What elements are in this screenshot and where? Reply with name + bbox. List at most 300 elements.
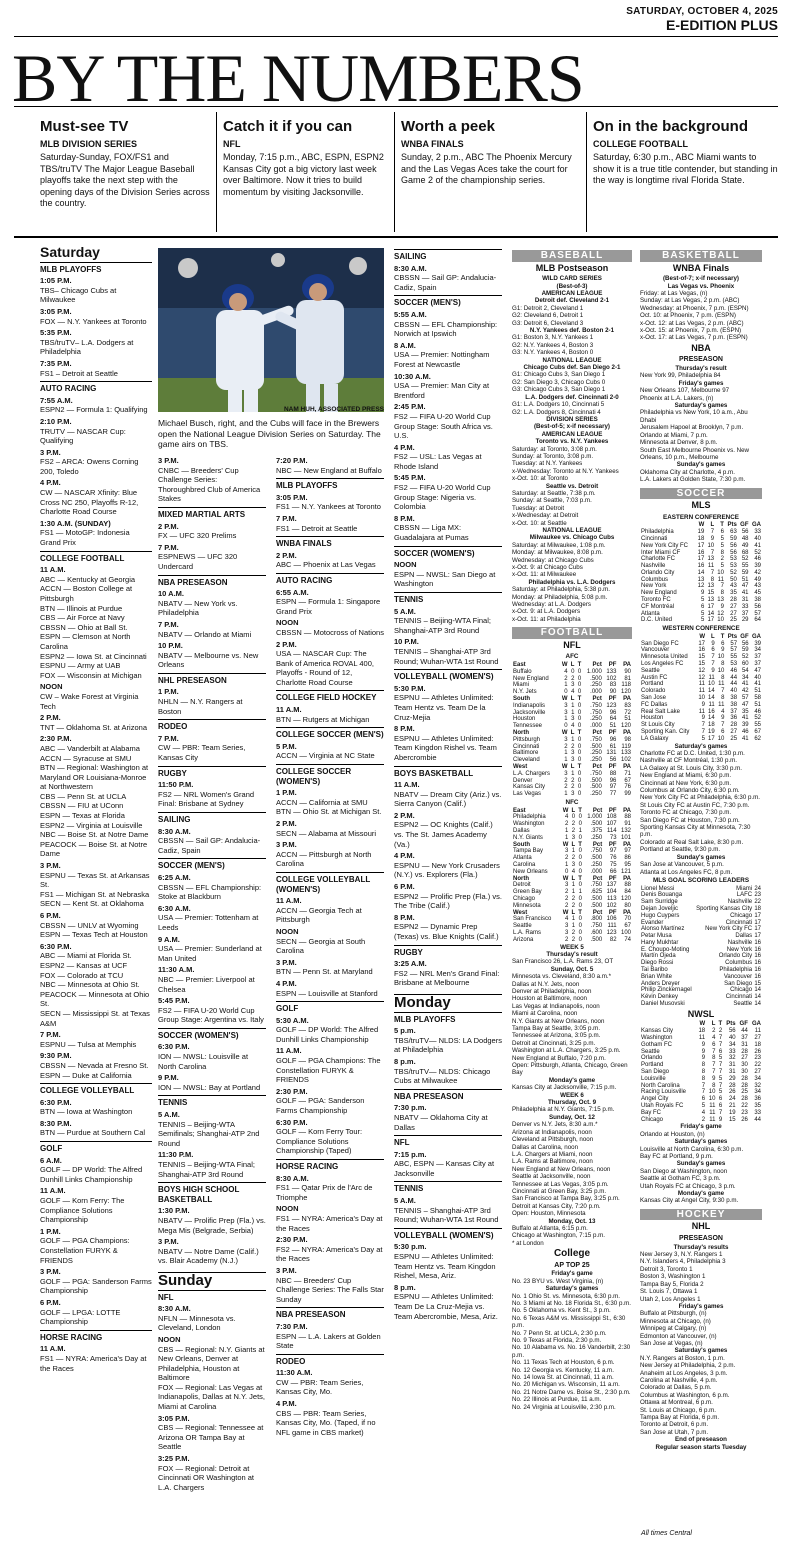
result-line: Oklahoma City at Charlotte, 4 p.m. bbox=[640, 468, 735, 476]
table-cell: 56 bbox=[730, 542, 737, 549]
wnba-title: WNBA Finals bbox=[672, 262, 730, 273]
table-cell: San Diego bbox=[724, 980, 753, 987]
table-cell: .375 bbox=[590, 827, 603, 834]
table-cell: 2 bbox=[571, 777, 575, 784]
table-cell: .250 bbox=[590, 757, 602, 764]
table-cell: 0 bbox=[577, 675, 582, 682]
table-cell: 9 bbox=[721, 647, 725, 654]
table-row bbox=[640, 556, 762, 563]
section-heading: TENNIS bbox=[158, 1095, 266, 1108]
listing: GOLF — Korn Ferry Tour: Compliance Solutions Championship (Taped) bbox=[276, 1127, 363, 1156]
table-cell: 1.000 bbox=[586, 668, 602, 675]
listing-time: 1:05 P.M. bbox=[40, 276, 72, 286]
college-title: College bbox=[553, 1248, 591, 1260]
result-line: Minnesota at Denver, 8 p.m. bbox=[640, 439, 718, 447]
table-cell: 7 bbox=[718, 1041, 723, 1048]
table-cell: 4 bbox=[571, 723, 575, 730]
table-cell: Racing Louisville bbox=[641, 1089, 687, 1096]
result-line: Minnesota vs. Cleveland, 8:30 a.m.* bbox=[512, 973, 612, 981]
table-cell: 41 bbox=[754, 681, 761, 688]
table-cell: 33 bbox=[754, 1109, 761, 1116]
listing: ABC — Kentucky at Georgia bbox=[40, 574, 136, 584]
subheading: Thursday, Oct. 9 bbox=[547, 1099, 597, 1107]
listing-time: 3:05 P.M. bbox=[40, 306, 72, 316]
table-cell: Evander bbox=[641, 919, 664, 926]
column-header: T bbox=[577, 764, 582, 771]
result-line: Philadelphia vs New York, 10 a.m., Abu Dhabi bbox=[640, 409, 748, 424]
listing: ACCN — Boston College at Pittsburgh bbox=[40, 584, 133, 603]
listing: CBS — PBR: Team Series, Kansas City, Mo. (Taped, if no NFL game in CBS market) bbox=[276, 1408, 376, 1437]
subheading: Toronto vs. N.Y. Yankees bbox=[535, 438, 609, 446]
table-row bbox=[512, 710, 632, 717]
column-header: L bbox=[570, 662, 575, 669]
table-cell: Philadelphia bbox=[719, 967, 753, 974]
table-cell: 3 bbox=[565, 848, 569, 855]
table-cell: 114 bbox=[607, 827, 617, 834]
table-cell: Atlanta bbox=[513, 855, 532, 862]
table-cell: 0 bbox=[578, 861, 582, 868]
listing: PEACOCK — Minnesota at Ohio St. bbox=[40, 989, 150, 1009]
table-cell: .500 bbox=[590, 675, 602, 682]
table-cell: 55 bbox=[730, 654, 738, 661]
subheading: (Best-of-3) bbox=[556, 282, 588, 290]
table-cell: New England bbox=[513, 675, 549, 682]
times-note: All times Central bbox=[641, 1530, 692, 1537]
table-cell: 2 bbox=[565, 895, 569, 902]
column-header: Pct bbox=[592, 807, 603, 814]
result-line: New York City FC at Philadelphia, 6:30 p.m. bbox=[640, 794, 761, 802]
division-label: East bbox=[513, 662, 526, 669]
table-row bbox=[640, 695, 762, 702]
listing: FOX — Wisconsin at Michigan bbox=[40, 670, 142, 680]
table-cell: 2 bbox=[701, 1116, 706, 1123]
section-heading: WNBA FINALS bbox=[276, 536, 384, 549]
table-cell: New York City FC bbox=[705, 926, 753, 933]
mls-east-standings bbox=[640, 522, 762, 624]
table-row bbox=[512, 703, 632, 710]
teaser-label: COLLEGE FOOTBALL bbox=[593, 139, 688, 149]
table-cell: 18 bbox=[754, 1041, 761, 1048]
table-cell: 11 bbox=[698, 1035, 706, 1042]
table-cell: 4 bbox=[571, 689, 575, 696]
table-row bbox=[512, 862, 632, 869]
table-row bbox=[640, 1110, 762, 1117]
listing: ESPNU — Army at UAB bbox=[40, 661, 121, 671]
table-cell: San Jose bbox=[641, 695, 667, 702]
table-cell: 40 bbox=[728, 1035, 736, 1042]
table-cell: 98 bbox=[624, 736, 631, 743]
teaser-catch bbox=[216, 112, 385, 232]
result-line: San Diego at Washington, noon bbox=[640, 1167, 728, 1175]
table-cell: 16 bbox=[708, 708, 715, 715]
listing: CBSSN — Nevada at Fresno St. bbox=[40, 1060, 149, 1070]
listing: ESPN2 — Dynamic Prep (Texas) vs. Blue Knights (Calif.) bbox=[394, 922, 499, 941]
day-heading: Sunday bbox=[158, 1272, 266, 1286]
table-cell: Nashville bbox=[727, 939, 753, 946]
table-row bbox=[640, 641, 762, 648]
table-cell: Miami bbox=[513, 682, 529, 689]
section-heading: SOCCER (MEN'S) bbox=[394, 295, 502, 308]
table-cell: LAFC bbox=[736, 892, 753, 899]
table-cell: 76 bbox=[609, 855, 617, 862]
result-line: * at London bbox=[512, 1239, 544, 1247]
result-line: N.Y. Rangers at Boston, 1 p.m. bbox=[640, 1354, 725, 1362]
listing: CBS — Regional: N.Y. Giants at New Orleans, Denver at Philadelphia, Houston at Baltimore bbox=[158, 1344, 265, 1383]
table-cell: 34 bbox=[754, 647, 761, 654]
table-cell: 10 bbox=[698, 695, 705, 702]
table-cell: 6 bbox=[700, 603, 705, 610]
section-heading: NFL bbox=[158, 1290, 266, 1303]
listing: ESPNU — Athletes Unlimited: Team Hentz vs. Team De la Cruz-Mejia bbox=[394, 693, 494, 722]
table-cell: 28 bbox=[728, 1082, 736, 1089]
table-cell: 73 bbox=[609, 834, 617, 841]
table-cell: 2 bbox=[571, 784, 575, 791]
table-cell: 56 bbox=[741, 640, 749, 647]
table-cell: Houston bbox=[641, 715, 664, 722]
table-cell: 6 bbox=[711, 647, 715, 654]
table-cell: 36 bbox=[730, 715, 738, 722]
table-cell: 34 bbox=[754, 1075, 761, 1082]
table-cell: 51 bbox=[624, 716, 631, 723]
table-cell: 17 bbox=[697, 556, 705, 563]
table-cell: Arizona bbox=[513, 936, 534, 943]
table-cell: 6 bbox=[721, 640, 725, 647]
subheading: Thursday's results bbox=[673, 1243, 729, 1251]
table-cell: .250 bbox=[590, 791, 602, 798]
result-line: San Francisco at Tampa Bay, 3:25 p.m. bbox=[512, 1195, 620, 1203]
section-heading: GOLF bbox=[276, 1001, 384, 1014]
table-cell: 97 bbox=[609, 784, 617, 791]
table-cell: 41 bbox=[741, 715, 749, 722]
table-cell: 27 bbox=[741, 1055, 748, 1062]
column-header: Pct bbox=[592, 841, 603, 848]
table-cell: Chicago bbox=[730, 912, 753, 919]
table-cell: 11 bbox=[718, 681, 725, 688]
result-line: St. Louis at Chicago, 6 p.m. bbox=[640, 1406, 717, 1414]
column-header: T bbox=[718, 1021, 723, 1028]
table-cell: .500 bbox=[590, 777, 602, 784]
table-cell: .500 bbox=[590, 821, 603, 828]
listing: FS2 — FIFA U-20 World Cup Group Stage: Nigeria vs. Colombia bbox=[394, 483, 491, 512]
football-banner: FOOTBALL bbox=[512, 627, 632, 639]
table-cell: 64 bbox=[754, 617, 761, 624]
table-row bbox=[512, 916, 632, 923]
table-cell: Kansas City bbox=[513, 784, 546, 791]
table-cell: .750 bbox=[590, 736, 602, 743]
table-cell: 8 bbox=[701, 1075, 706, 1082]
table-cell: Philadelphia bbox=[641, 529, 674, 536]
table-cell: 15 bbox=[728, 1116, 736, 1123]
column-header: L bbox=[711, 1021, 716, 1028]
listing-time: 3 P.M. bbox=[40, 861, 61, 871]
table-cell: 14 bbox=[697, 569, 705, 576]
listing: NBC — Premier: Liverpool at Chelsea bbox=[158, 974, 255, 994]
table-cell: 52 bbox=[754, 549, 761, 556]
listing: ESPN2 — Formula 1: Qualifying bbox=[40, 405, 148, 415]
column-header: PA bbox=[623, 696, 631, 703]
listing-time: NOON bbox=[276, 926, 299, 936]
teaser-background bbox=[586, 112, 779, 232]
column-header: Pct bbox=[592, 875, 603, 882]
table-cell: 14 bbox=[708, 715, 715, 722]
table-cell: 0 bbox=[577, 777, 582, 784]
result-line: L.A. Lakers at Golden State, 7:30 p.m. bbox=[640, 476, 746, 484]
table-cell: Carolina bbox=[513, 861, 536, 868]
table-cell: 13 bbox=[707, 597, 715, 604]
cubs-photo bbox=[158, 248, 384, 412]
column-header: PF bbox=[608, 841, 617, 848]
result-line: No. 1 Ohio St. vs. Minnesota, 6:30 p.m. bbox=[512, 1292, 620, 1300]
table-cell: 13 bbox=[707, 556, 715, 563]
table-cell: 29 bbox=[728, 1075, 736, 1082]
table-cell: 3 bbox=[571, 757, 575, 764]
table-cell: 23 bbox=[754, 892, 761, 899]
table-row bbox=[512, 689, 632, 696]
table-cell: Sporting Kansas City bbox=[696, 905, 753, 912]
table-cell: Bay FC bbox=[641, 1109, 662, 1116]
table-cell: 0 bbox=[577, 784, 582, 791]
nba-subtitle: PRESEASON bbox=[679, 356, 723, 364]
table-cell: St Louis City bbox=[641, 722, 675, 729]
subheading: Thursday's result bbox=[675, 365, 727, 373]
section-heading: COLLEGE VOLLEYBALL (WOMEN'S) bbox=[276, 872, 384, 894]
subheading: Saturday's games bbox=[674, 1347, 728, 1355]
teaser-must-see bbox=[40, 112, 210, 232]
table-cell: 0 bbox=[578, 882, 582, 889]
listing-time: NOON bbox=[394, 560, 417, 570]
table-cell: 2 bbox=[571, 895, 576, 902]
column-header: W bbox=[698, 522, 705, 529]
table-cell: 66 bbox=[609, 868, 617, 875]
listing: TBS/truTV— NLDS: LA Dodgers at Philadelphia bbox=[394, 1035, 502, 1055]
table-cell: 102 bbox=[620, 757, 631, 764]
table-cell: 49 bbox=[754, 576, 761, 583]
table-row bbox=[512, 828, 632, 835]
table-cell: Nashville bbox=[641, 563, 666, 570]
table-cell: 16 bbox=[697, 549, 705, 556]
table-cell: Colorado bbox=[641, 688, 666, 695]
table-cell: 0 bbox=[571, 814, 576, 821]
table-cell: 1 bbox=[571, 882, 576, 889]
table-cell: 25 bbox=[741, 1089, 748, 1096]
column-header: GF bbox=[740, 522, 749, 529]
listing: CBS — Air Force at Navy bbox=[40, 613, 125, 623]
table-cell: 0 bbox=[578, 923, 582, 930]
table-cell: 15 bbox=[698, 661, 705, 668]
table-cell: 53 bbox=[730, 556, 737, 563]
table-cell: 9 bbox=[712, 1075, 716, 1082]
table-cell: .250 bbox=[590, 682, 602, 689]
result-line: Cleveland at Pittsburgh, noon bbox=[512, 1136, 594, 1144]
photo-caption: Michael Busch, right, and the Cubs will face in the Brewers open the National League Division Series on Saturday. The game airs on TBS. bbox=[158, 418, 381, 449]
table-cell: Brian White bbox=[641, 973, 673, 980]
listing-time: 3 P.M. bbox=[276, 957, 297, 967]
table-cell: 111 bbox=[607, 923, 617, 930]
listing: GOLF — PGA: Sanderson Farms Championship bbox=[276, 1096, 365, 1116]
column-header: PF bbox=[608, 662, 617, 669]
table-cell: 48 bbox=[741, 535, 749, 542]
result-line: Seattle at Jacksonville, noon bbox=[512, 1173, 591, 1181]
table-cell: 5 bbox=[720, 535, 724, 542]
result-line: No. 22 Illinois at Purdue, 11 a.m. bbox=[512, 1396, 602, 1404]
column-header: GF bbox=[739, 1021, 748, 1028]
table-cell: 56 bbox=[728, 1028, 736, 1035]
table-cell: 9 bbox=[720, 603, 724, 610]
table-row bbox=[640, 940, 762, 947]
listing-time: 2:10 P.M. bbox=[40, 416, 72, 426]
column-header: PF bbox=[608, 696, 617, 703]
table-cell: 71 bbox=[624, 770, 631, 777]
table-cell: 57 bbox=[730, 647, 738, 654]
listing: FS2 — FIFA U-20 World Cup Group Stage: South Africa vs. U.S. bbox=[394, 411, 493, 441]
table-row bbox=[512, 682, 632, 689]
listing: SECN — Mississippi St. at Texas A&M bbox=[40, 1008, 150, 1028]
table-cell: 17 bbox=[754, 933, 761, 940]
column-header: W bbox=[561, 662, 568, 669]
result-line: Buffalo at Atlanta, 6:15 p.m. bbox=[512, 1224, 588, 1232]
result-line: x-Oct. 15: at Phoenix, 7 p.m. (ESPN) bbox=[640, 327, 742, 335]
listing: ESPNU — Athletes Unlimited: Team Kingdon Rishel vs. Team Abercrombie bbox=[394, 733, 497, 762]
table-cell: 44 bbox=[741, 1028, 748, 1035]
table-cell: 12 bbox=[698, 674, 705, 681]
division-label: West bbox=[513, 909, 528, 916]
table-cell: 2 bbox=[571, 855, 576, 862]
listing-time: 10 A.M. bbox=[158, 589, 184, 599]
subheading: Friday's games bbox=[678, 379, 724, 387]
listing: ESPN — L.A. Lakers at Golden State bbox=[276, 1331, 381, 1351]
result-line: Edmonton at Vancouver, (n) bbox=[640, 1332, 717, 1340]
section-heading: RUGBY bbox=[158, 766, 266, 779]
listing-time: 8 P.M. bbox=[394, 912, 415, 922]
table-cell: 44 bbox=[754, 1116, 761, 1123]
table-cell: .500 bbox=[590, 743, 602, 750]
table-cell: 5 bbox=[720, 563, 724, 570]
listing-time: 8 P.M. bbox=[394, 513, 415, 523]
listing: SECN — Georgia at South Carolina bbox=[276, 936, 366, 956]
table-row bbox=[640, 702, 762, 709]
table-row bbox=[640, 1001, 762, 1008]
listing-time: 6 A.M. bbox=[40, 1155, 62, 1165]
table-cell: 7 bbox=[701, 729, 705, 736]
table-cell: 3 bbox=[571, 716, 575, 723]
result-line: Carolina at Nashville, 4 p.m. bbox=[640, 1376, 718, 1384]
table-cell: .750 bbox=[590, 848, 603, 855]
result-line: Utah Royals FC at Chicago, 3 p.m. bbox=[640, 1182, 736, 1190]
table-cell: 18 bbox=[754, 905, 761, 912]
listing: ESPN — Louisville at Stanford bbox=[276, 988, 378, 998]
result-line: No. 6 Texas A&M vs. Mississippi St., 6:30 p.m. bbox=[512, 1314, 626, 1330]
nhl-subtitle: PRESEASON bbox=[679, 1235, 723, 1243]
table-cell: 63 bbox=[730, 529, 737, 536]
table-cell: .000 bbox=[590, 723, 602, 730]
listing-time: 5:30 A.M. bbox=[276, 1015, 309, 1025]
listing-time: 11:30 P.M. bbox=[158, 1150, 194, 1160]
listing: CBSSN — Motocross of Nations bbox=[276, 627, 384, 637]
table-cell: 55 bbox=[741, 563, 749, 570]
table-cell: 11 bbox=[718, 701, 725, 708]
result-line: G1: Detroit 2, Cleveland 1 bbox=[512, 304, 584, 312]
table-cell: Las Vegas bbox=[513, 791, 542, 798]
section-heading: GOLF bbox=[40, 1141, 152, 1154]
table-row bbox=[640, 994, 762, 1001]
table-cell: 4 bbox=[564, 668, 568, 675]
result-line: New England at Buffalo, 7:20 p.m. bbox=[512, 1054, 606, 1062]
table-cell: 40 bbox=[754, 674, 761, 681]
result-line: G2: L.A. Dodgers 8, Cincinnati 4 bbox=[512, 408, 601, 416]
top-rule bbox=[14, 36, 778, 37]
table-cell: 7 bbox=[720, 583, 724, 590]
table-cell: 2 bbox=[565, 936, 569, 943]
result-line: No. 3 Miami at No. 18 Florida St., 6:30 p.m. bbox=[512, 1300, 631, 1307]
table-cell: 8 bbox=[721, 674, 725, 681]
listing: ESPN2 — OC Knights (Calif.) vs. The St. James Academy (Va.) bbox=[394, 820, 493, 849]
result-line: Kansas City at Angel City, 9:30 p.m. bbox=[640, 1197, 739, 1205]
section-heading: TENNIS bbox=[394, 1181, 502, 1194]
table-cell: 52 bbox=[754, 715, 761, 722]
result-line: Oct. 10: at Phoenix, 7 p.m. (ESPN) bbox=[640, 312, 736, 320]
table-cell: 8 bbox=[720, 590, 724, 597]
result-line: Friday: at Las Vegas, (n) bbox=[640, 290, 708, 297]
listing-time: 8:30 A.M. bbox=[158, 826, 191, 836]
listing: BTN — Penn St. at Maryland bbox=[276, 967, 373, 977]
listing-time: 4 P.M. bbox=[394, 851, 415, 861]
listing: USA — Premier: Tottenham at Leeds bbox=[158, 913, 259, 932]
table-cell: 30 bbox=[741, 1069, 748, 1076]
table-cell: 49 bbox=[741, 542, 749, 549]
result-line: Boston 3, Washington 1 bbox=[640, 1273, 706, 1281]
subheading: Sunday's games bbox=[676, 853, 726, 861]
table-cell: 104 bbox=[606, 889, 617, 896]
table-cell: 11 bbox=[698, 681, 705, 688]
table-cell: 14 bbox=[708, 695, 715, 702]
table-cell: 0 bbox=[578, 936, 582, 943]
table-row bbox=[640, 886, 762, 893]
result-line: Dallas at Carolina, noon bbox=[512, 1143, 579, 1151]
listing: ESPN2 — Prolific Prep (Fla.) vs. The Tribe (Calif.) bbox=[394, 891, 502, 911]
listing: FS1 – Detroit at Seattle bbox=[40, 368, 118, 378]
table-cell: 40 bbox=[754, 535, 761, 542]
table-cell: 7 bbox=[712, 1069, 716, 1076]
standings-table bbox=[640, 1021, 762, 1123]
table-cell: 24 bbox=[754, 885, 761, 892]
table-cell: Tennessee bbox=[513, 723, 543, 730]
table-cell: 88 bbox=[609, 770, 617, 777]
mls-leaders bbox=[640, 886, 762, 1008]
table-cell: Dejan Joveljic bbox=[641, 905, 679, 912]
table-cell: 2 bbox=[718, 1028, 723, 1035]
result-line: x-Wednesday: Toronto at N.Y. Yankees bbox=[512, 467, 619, 475]
column-header: GA bbox=[752, 522, 761, 529]
table-cell: Tampa Bay bbox=[513, 848, 544, 855]
listing-time: 10 P.M. bbox=[158, 641, 183, 651]
table-cell: 1 bbox=[571, 916, 576, 923]
listing: NBATV — Dream City (Ariz.) vs. Sierra Canyon (Calif.) bbox=[394, 789, 502, 809]
table-cell: 16 bbox=[754, 946, 761, 953]
subheading: WILD CARD SERIES bbox=[542, 275, 602, 283]
listing-time: 11:30 A.M. bbox=[276, 1368, 313, 1378]
listing-time: 6:30 P.M. bbox=[40, 1097, 72, 1107]
result-line: G1: L.A. Dodgers 10, Cincinnati 5 bbox=[512, 401, 605, 409]
result-line: G3: N.Y. Yankees 4, Boston 0 bbox=[512, 349, 594, 357]
table-cell: 42 bbox=[754, 569, 761, 576]
table-cell: 6 bbox=[718, 1103, 723, 1110]
table-row bbox=[512, 814, 632, 821]
column-header: W bbox=[561, 764, 568, 771]
section-heading: HORSE RACING bbox=[40, 1330, 152, 1343]
tv-column-1 bbox=[40, 246, 152, 1536]
column-header: T bbox=[578, 875, 582, 882]
result-line: Open: Pittsburgh, Atlanta, Chicago, Green Bay bbox=[512, 1062, 628, 1077]
